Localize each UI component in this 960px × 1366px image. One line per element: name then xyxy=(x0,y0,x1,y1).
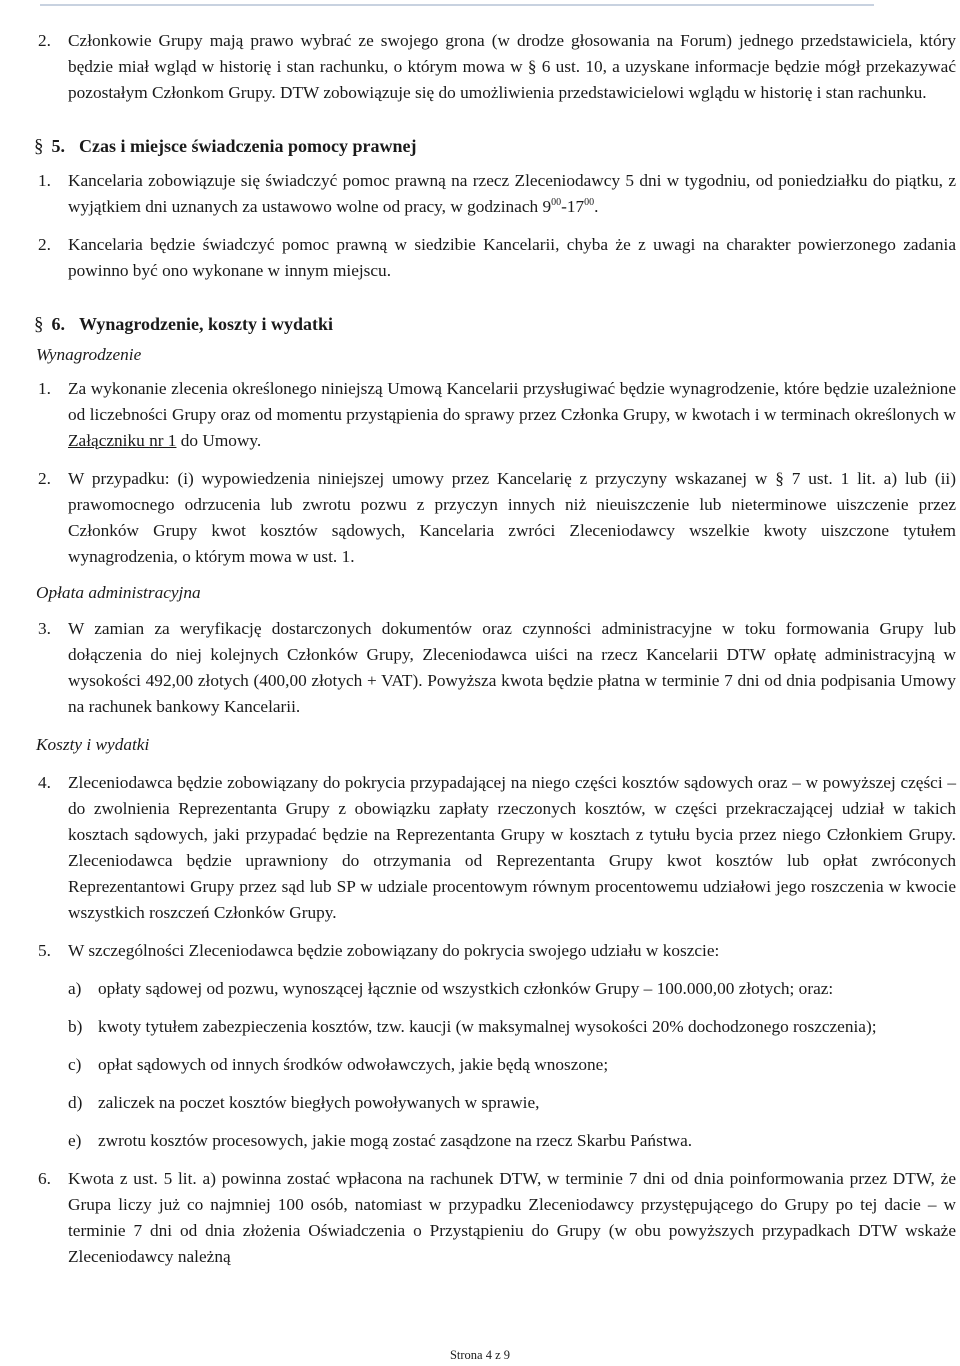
list-item xyxy=(68,1128,956,1154)
paragraph-end: . xyxy=(594,197,599,216)
page-footer: Strona 4 z 9 xyxy=(449,1348,511,1362)
hour-superscript: 00 xyxy=(551,197,562,209)
paragraph-number: 3. xyxy=(38,619,51,638)
paragraph-text-after: do Umowy. xyxy=(176,431,262,450)
section-6-heading xyxy=(34,314,956,336)
paragraph-text-before: Za wykonanie zlecenia określonego niniejszą Umową Kancelarii przysługiwać będzie wynagrodzenie, które będzie uzależnione od liczebności Grupy oraz od momentu przystąpienia do sprawy przez Członka Grupy, w kwotach i w terminach określonych w xyxy=(68,379,956,424)
paragraph-text xyxy=(68,168,956,220)
list-text: zwrotu kosztów procesowych, jakie mogą zostać zasądzone na rzecz Skarbu Państwa. xyxy=(98,1131,693,1150)
list-letter: b) xyxy=(68,1017,83,1036)
paragraph-text: Kancelaria będzie świadczyć pomoc prawną w siedzibie Kancelarii, chyba że z uwagi na charakter powierzonego zadania powinno być ono wykonane w innym miejscu. xyxy=(68,235,956,280)
hour-superscript: 00 xyxy=(584,197,595,209)
paragraph-number: 1. xyxy=(38,379,51,398)
paragraph-text xyxy=(68,376,956,454)
paragraph-text: Zleceniodawca będzie zobowiązany do pokrycia przypadającej na niego części kosztów sądowych oraz – w powyższej części – do zwolnienia Reprezentanta Grupy z obowiązku zapłaty rzeczonych kosztów, w części przekraczającej udział w takich kosztach sądowych, jaki przypadać będzie na Reprezentanta Grupy w kosztach z tytułu bycia przez niego Członkiem Grupy. Zleceniodawca będzie uprawniony do otrzymania od Reprezentanta Grupy kwot kosztów lub opłat zwróconych Reprezentantowi Grupy przez sąd lub SP w udziale procentowym równym procentowemu udziałowi jego roszczenia w kwocie wszystkich roszczeń Członków Grupy. xyxy=(68,773,956,922)
section-number: 6. xyxy=(51,314,65,334)
paragraph-number: 1. xyxy=(38,171,51,190)
section-number: 5. xyxy=(51,136,65,156)
paragraph-text: W zamian za weryfikację dostarczonych dokumentów oraz czynności administracyjne w toku formowania Grupy lub dołączenia do niej kolejnych Członków Grupy, Zleceniodawca uiści na rzecz Kancelarii DTW opłatę administracyjną w wysokości 492,00 złotych (400,00 złotych + VAT). Powyższa kwota będzie płatna w terminie 7 dni od dnia podpisania Umowy na rachunek bankowy Kancelarii. xyxy=(68,619,956,716)
section-title: Czas i miejsce świadczenia pomocy prawnej xyxy=(79,136,417,156)
paragraph-number: 2. xyxy=(38,469,51,488)
document-page xyxy=(34,28,956,1270)
section-title: Wynagrodzenie, koszty i wydatki xyxy=(79,314,334,334)
list-text: zaliczek na poczet kosztów biegłych powoływanych w sprawie, xyxy=(98,1093,540,1112)
paragraph-text: Członkowie Grupy mają prawo wybrać ze swojego grona (w drodze głosowania na Forum) jednego przedstawiciela, który będzie miał wgląd w historię i stan rachunku, o którym mowa w § 6 ust. 10, a uzyskane informacje będzie mógł przekazywać pozostałym Członkom Grupy. DTW zobowiązuje się do umożliwienia przedstawicielowi wglądu w historię i stan rachunku. xyxy=(68,31,956,102)
paragraph-number: 2. xyxy=(38,235,51,254)
paragraph-number: 4. xyxy=(38,773,51,792)
list-item xyxy=(68,1090,956,1116)
section-5-paragraph-2 xyxy=(38,232,956,284)
section-5-heading xyxy=(34,136,956,158)
subheading-koszty: Koszty i wydatki xyxy=(36,735,150,754)
section-6-paragraph-4 xyxy=(38,770,956,926)
list-item xyxy=(68,1014,956,1040)
hour-separator: -17 xyxy=(561,197,585,216)
paragraph-text: W szczególności Zleceniodawca będzie zobowiązany do pokrycia swojego udziału w koszcie: xyxy=(68,941,720,960)
paragraph-number: 6. xyxy=(38,1169,51,1188)
list-text: kwoty tytułem zabezpieczenia kosztów, tzw. kaucji (w maksymalnej wysokości 20% dochodzonego roszczenia); xyxy=(98,1017,877,1036)
section-6-paragraph-3 xyxy=(38,616,956,720)
section-6-paragraph-1 xyxy=(38,376,956,454)
section-6-paragraph-6 xyxy=(38,1166,956,1270)
section-symbol: § xyxy=(34,314,44,335)
list-item xyxy=(68,976,956,1002)
attachment-reference: Załączniku nr 1 xyxy=(68,431,177,450)
paragraph-text: W przypadku: (i) wypowiedzenia niniejszej umowy przez Kancelarię z przyczyny wskazanej w § 7 ust. 1 lit. a) lub (ii) prawomocnego odrzucenia lub zwrotu pozwu z przyczyn innych niż nieuiszczenie lub nieterminowe uiszczenie przez Członków Grupy kwot kosztów sądowych, Kancelaria zwróci Zleceniodawcy wszelkie kwoty uiszczone tytułem wynagrodzenia, o którym mowa w ust. 1. xyxy=(68,469,956,566)
paragraph-number: 5. xyxy=(38,941,51,960)
list-letter: e) xyxy=(68,1131,82,1150)
subheading-oplata: Opłata administracyjna xyxy=(36,583,201,602)
list-letter: c) xyxy=(68,1055,82,1074)
paragraph-text: Kwota z ust. 5 lit. a) powinna zostać wpłacona na rachunek DTW, w terminie 7 dni od dnia poinformowania przez DTW, że Grupa liczy już co najmniej 100 osób, natomiast w przypadku Zleceniodawcy przystępującego do Grupy po tej dacie – w terminie 7 dni od dnia złożenia Oświadczenia o Przystąpieniu do Grupy (w obu powyższych przypadkach DTW wskaże Zleceniodawcy należną xyxy=(68,1169,956,1266)
paragraph-text-main: Kancelaria zobowiązuje się świadczyć pomoc prawną na rzecz Zleceniodawcy 5 dni w tygodniu, od poniedziałku do piątku, z wyjątkiem dni uznanych za ustawowo wolne od pracy, w godzinach 9 xyxy=(68,171,956,216)
list-text: opłat sądowych od innych środków odwoławczych, jakie będą wnoszone; xyxy=(98,1055,609,1074)
list-item xyxy=(68,1052,956,1078)
list-letter: a) xyxy=(68,979,82,998)
paragraph-2 xyxy=(38,28,956,106)
section-symbol: § xyxy=(34,136,44,157)
header-rule xyxy=(40,4,874,6)
subheading-wynagrodzenie: Wynagrodzenie xyxy=(36,345,142,364)
section-6-paragraph-2 xyxy=(38,466,956,570)
list-text: opłaty sądowej od pozwu, wynoszącej łącznie od wszystkich członków Grupy – 100.000,00 złotych; oraz: xyxy=(98,979,834,998)
section-6-paragraph-5 xyxy=(38,938,956,964)
paragraph-number: 2. xyxy=(38,31,51,50)
list-letter: d) xyxy=(68,1093,83,1112)
section-5-paragraph-1 xyxy=(38,168,956,220)
